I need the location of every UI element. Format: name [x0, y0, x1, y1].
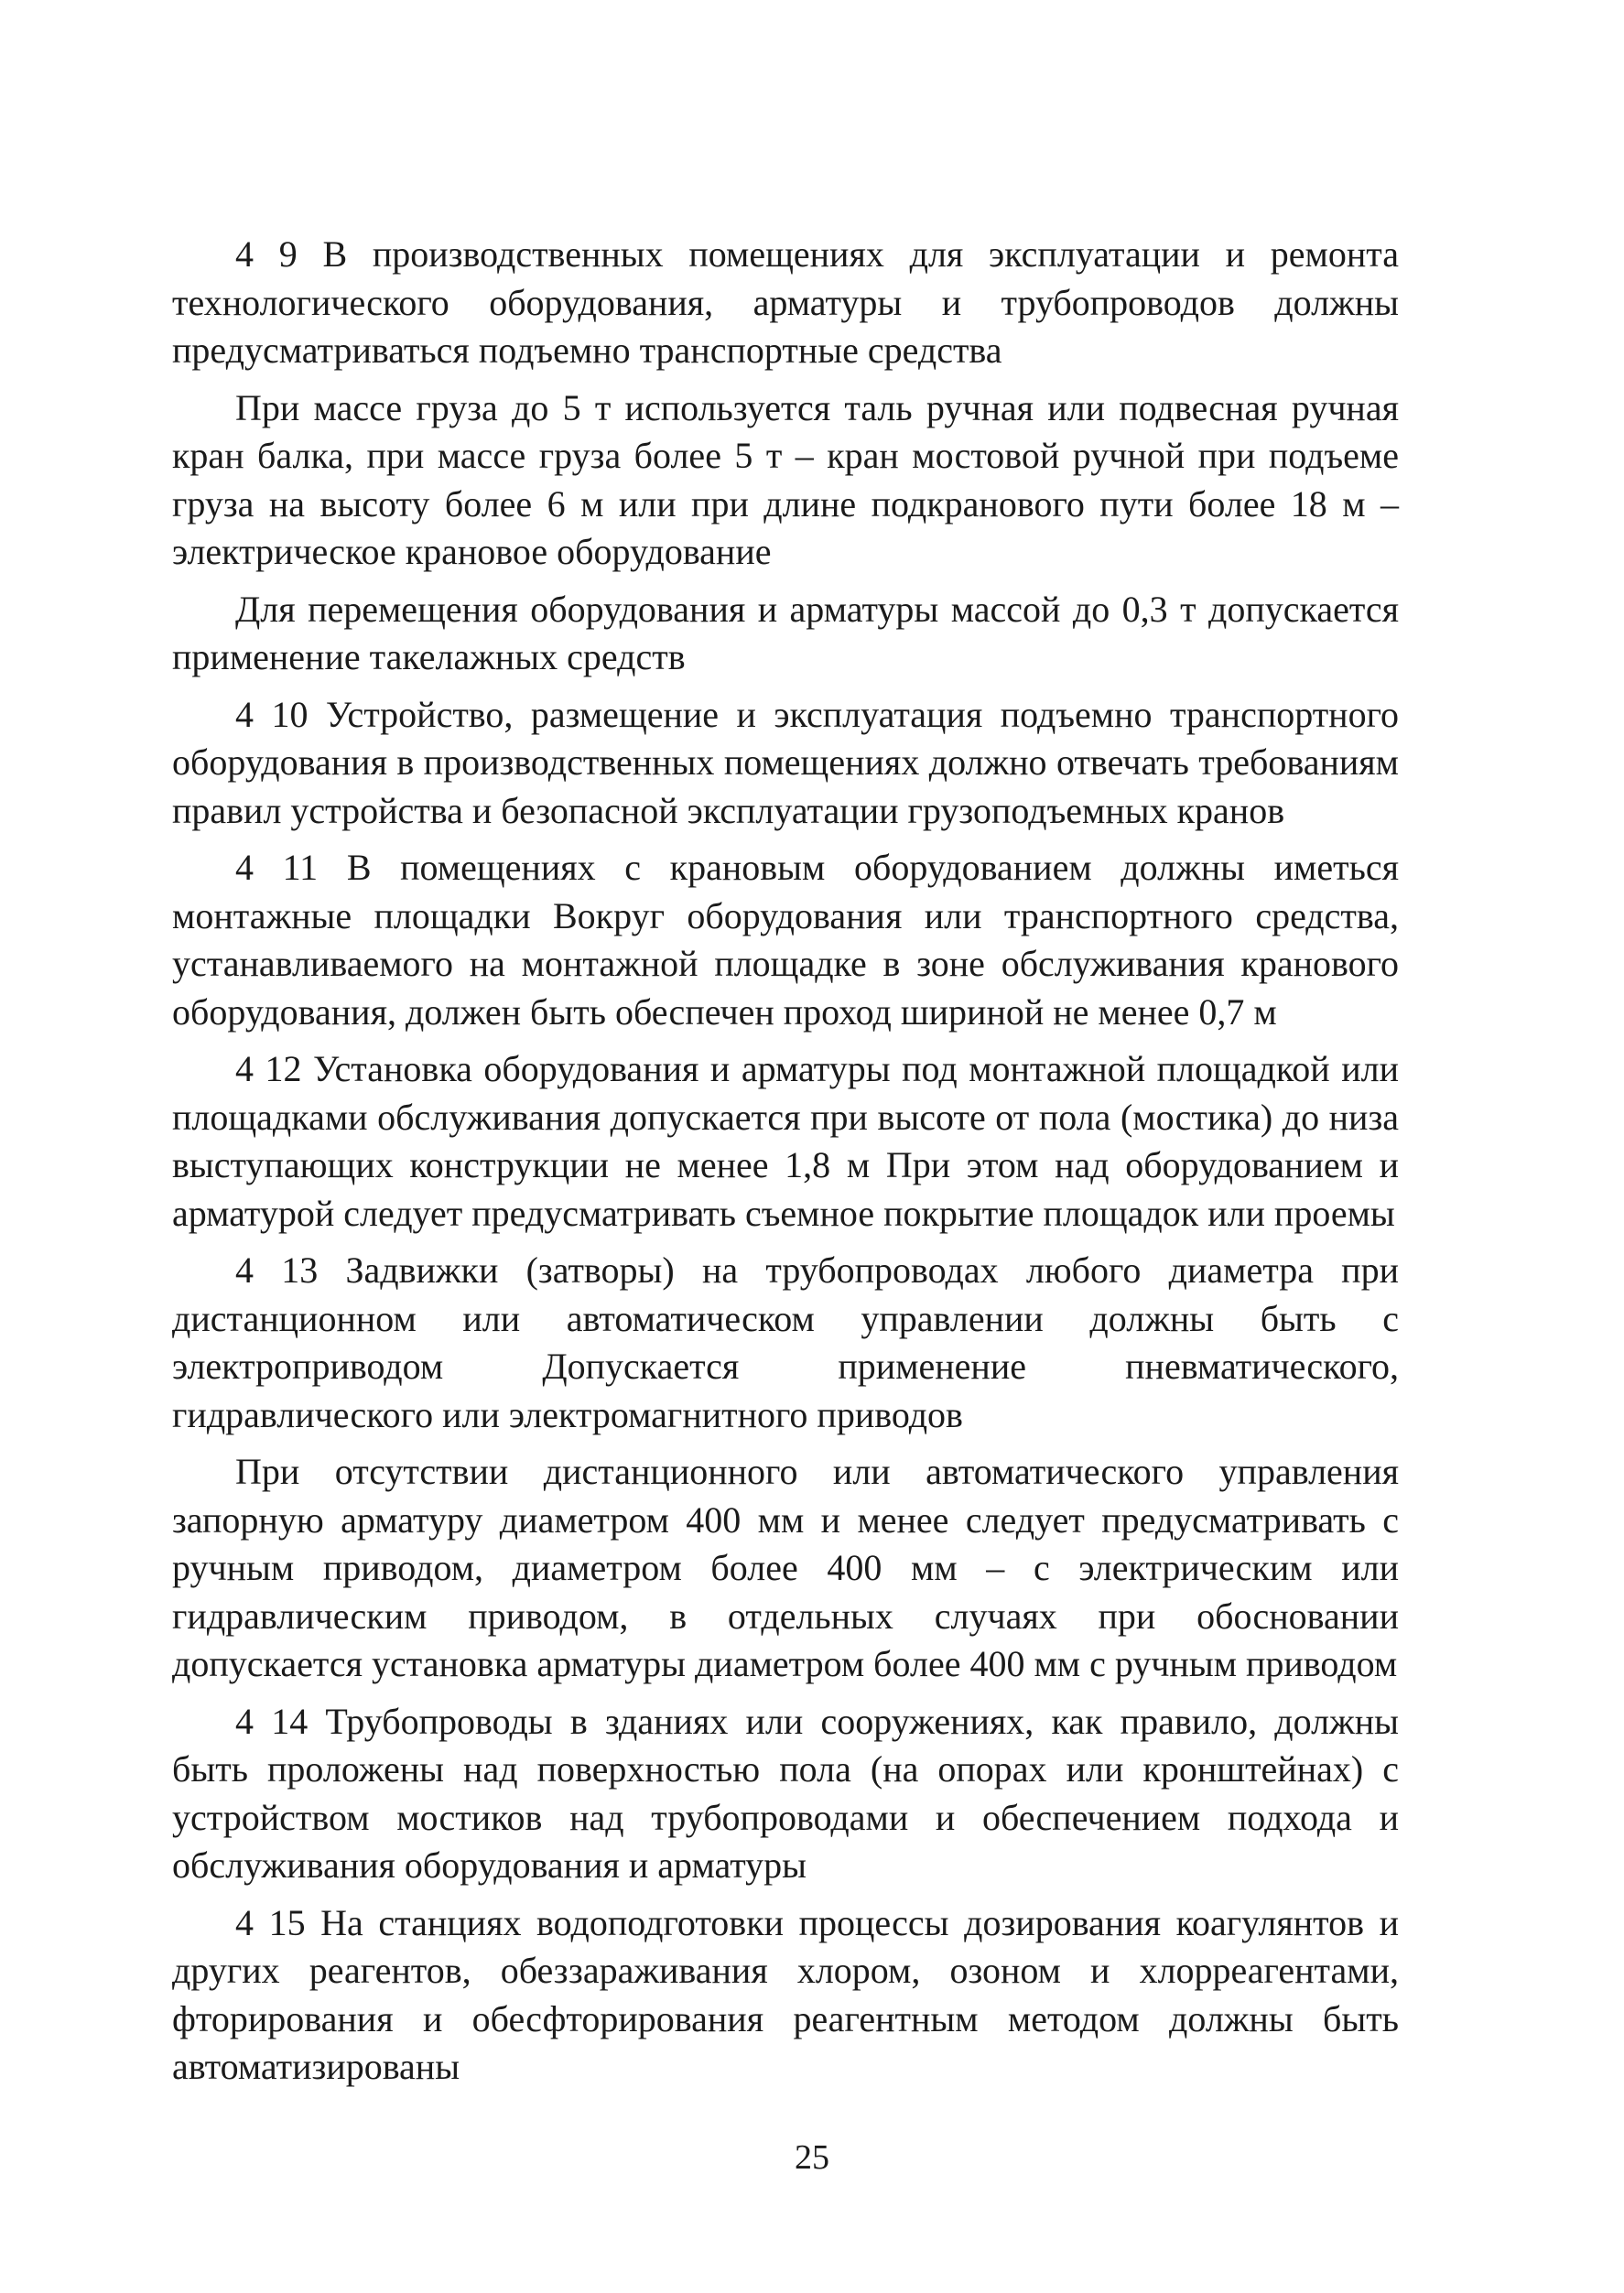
- paragraph-4-11: 4 11 В помещениях с крановым оборудованием должны иметься монтажные площадки Вокруг оборудования или транспортного средства, устанавливаемого на монтажной площадке в зоне обслуживания кранового оборудования, должен быть обеспечен проход шириной не менее 0,7 м: [172, 847, 1399, 1033]
- paragraph-4-9: 4 9 В производственных помещениях для эксплуатации и ремонта технологического оборудования, арматуры и трубопроводов должны предусматриваться подъемно транспортные средства: [172, 233, 1399, 371]
- paragraph-lifting-by-mass: При массе груза до 5 т используется таль ручная или подвесная ручная кран балка, при массе груза более 5 т – кран мостовой ручной при подъеме груза на высоту более 6 м или при длине подкранового пути более 18 м – электрическое крановое оборудование: [172, 386, 1399, 572]
- paragraph-4-14: 4 14 Трубопроводы в зданиях или сооружениях, как правило, должны быть проложены над поверхностью пола (на опорах или кронштейнах) с устройством мостиков над трубопроводами и обеспечением подхода и обслуживания оборудования и арматуры: [172, 1700, 1399, 1886]
- paragraph-rigging-means: Для перемещения оборудования и арматуры массой до 0,3 т допускается применение такелажных средств: [172, 588, 1399, 677]
- page-number: 25: [795, 2138, 829, 2177]
- paragraph-4-13: 4 13 Задвижки (затворы) на трубопроводах любого диаметра при дистанционном или автоматическом управлении должны быть с электроприводом Допускается применение пневматического, гидравлического или электромагнитного приводов: [172, 1249, 1399, 1435]
- paragraph-4-15: 4 15 На станциях водоподготовки процессы дозирования коагулянтов и других реагентов, обеззараживания хлором, озоном и хлорреагентами, фторирования и обесфторирования реагентным методом должны быть автоматизированы: [172, 1901, 1399, 2087]
- paragraph-shutoff-valves: При отсутствии дистанционного или автоматического управления запорную арматуру диаметром 400 мм и менее следует предусматривать с ручным приводом, диаметром более 400 мм – с электрическим или гидравлическим приводом, в отдельных случаях при обосновании допускается установка арматуры диаметром более 400 мм с ручным приводом: [172, 1451, 1399, 1684]
- paragraph-4-12: 4 12 Установка оборудования и арматуры под монтажной площадкой или площадками обслуживания допускается при высоте от пола (мостика) до низа выступающих конструкции не менее 1,8 м При этом над оборудованием и арматурой следует предусматривать съемное покрытие площадок или проемы: [172, 1048, 1399, 1234]
- paragraph-4-10: 4 10 Устройство, размещение и эксплуатация подъемно транспортного оборудования в производственных помещениях должно отвечать требованиям правил устройства и безопасной эксплуатации грузоподъемных кранов: [172, 693, 1399, 831]
- body-text: [172, 231, 1399, 2092]
